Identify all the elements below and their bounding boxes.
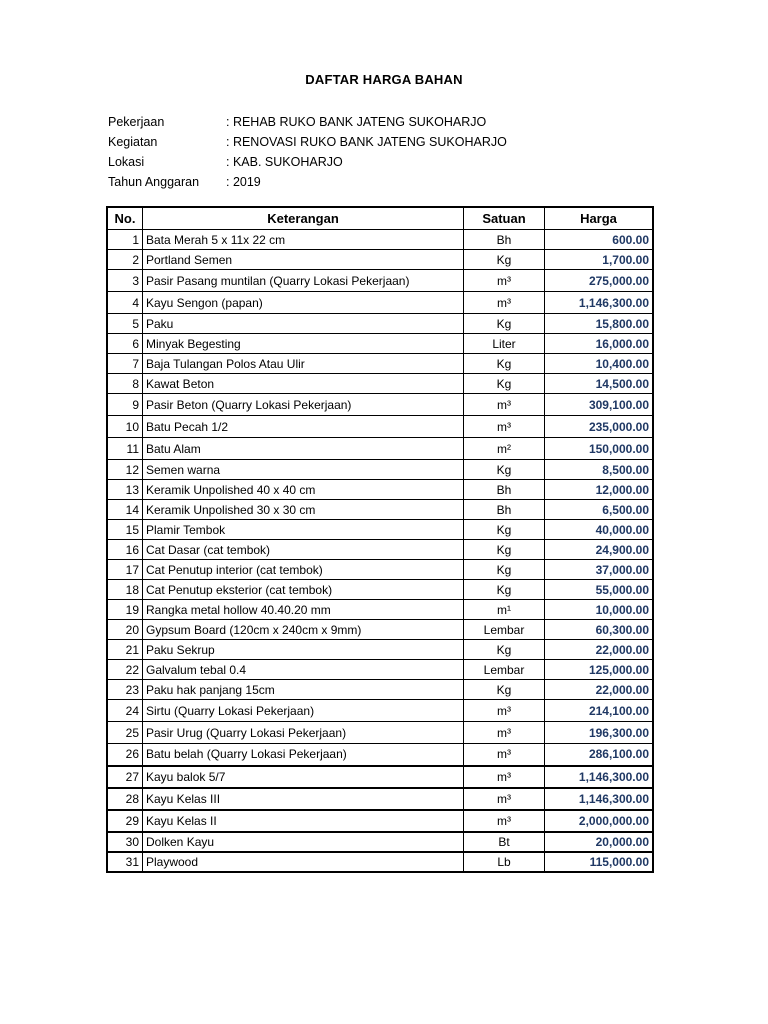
cell-satuan: m³ [464,788,545,810]
cell-satuan: m³ [464,744,545,766]
table-row [107,580,653,600]
table-row [107,640,653,660]
cell-satuan: Kg [464,374,545,394]
cell-satuan: Lb [464,852,545,872]
cell-no: 21 [107,640,143,660]
cell-no: 29 [107,810,143,832]
table-row [107,394,653,416]
cell-keterangan: Kayu Kelas II [143,810,464,832]
header-harga: Harga [545,207,654,230]
cell-satuan: m³ [464,722,545,744]
cell-keterangan: Pasir Beton (Quarry Lokasi Pekerjaan) [143,394,464,416]
table-row [107,700,653,722]
cell-satuan: m³ [464,394,545,416]
page-title: DAFTAR HARGA BAHAN [305,72,463,87]
cell-harga: 16,000.00 [545,334,654,354]
cell-no: 3 [107,270,143,292]
cell-harga: 115,000.00 [545,852,654,872]
cell-harga: 1,146,300.00 [545,766,654,788]
cell-satuan: Bh [464,480,545,500]
cell-satuan: Kg [464,640,545,660]
cell-keterangan: Plamir Tembok [143,520,464,540]
info-row-tahun-anggaran [108,172,507,192]
cell-keterangan: Cat Dasar (cat tembok) [143,540,464,560]
table-row [107,416,653,438]
cell-no: 13 [107,480,143,500]
table-row [107,766,653,788]
cell-harga: 214,100.00 [545,700,654,722]
cell-keterangan: Cat Penutup eksterior (cat tembok) [143,580,464,600]
cell-satuan: Kg [464,250,545,270]
cell-no: 15 [107,520,143,540]
cell-keterangan: Paku [143,314,464,334]
table-body [107,230,653,872]
cell-harga: 15,800.00 [545,314,654,334]
info-label: Tahun Anggaran [108,175,200,189]
table-row [107,460,653,480]
cell-no: 8 [107,374,143,394]
cell-harga: 309,100.00 [545,394,654,416]
cell-no: 26 [107,744,143,766]
cell-keterangan: Batu Pecah 1/2 [143,416,464,438]
table-header-row [107,207,653,230]
cell-harga: 60,300.00 [545,620,654,640]
cell-no: 11 [107,438,143,460]
table-row [107,852,653,872]
cell-no: 10 [107,416,143,438]
cell-satuan: m¹ [464,600,545,620]
cell-keterangan: Semen warna [143,460,464,480]
header-no: No. [107,207,143,230]
cell-harga: 275,000.00 [545,270,654,292]
cell-no: 5 [107,314,143,334]
cell-satuan: m³ [464,416,545,438]
cell-no: 18 [107,580,143,600]
cell-no: 19 [107,600,143,620]
table-row [107,250,653,270]
cell-satuan: Bt [464,832,545,852]
cell-satuan: m³ [464,810,545,832]
cell-no: 27 [107,766,143,788]
cell-harga: 37,000.00 [545,560,654,580]
cell-harga: 1,146,300.00 [545,292,654,314]
cell-no: 6 [107,334,143,354]
cell-keterangan: Paku hak panjang 15cm [143,680,464,700]
cell-keterangan: Bata Merah 5 x 11x 22 cm [143,230,464,250]
info-value: : KAB. SUKOHARJO [226,155,343,169]
cell-harga: 125,000.00 [545,660,654,680]
info-value: : RENOVASI RUKO BANK JATENG SUKOHARJO [226,135,507,149]
cell-keterangan: Gypsum Board (120cm x 240cm x 9mm) [143,620,464,640]
cell-harga: 40,000.00 [545,520,654,540]
cell-keterangan: Dolken Kayu [143,832,464,852]
cell-satuan: Kg [464,540,545,560]
cell-no: 16 [107,540,143,560]
cell-keterangan: Rangka metal hollow 40.40.20 mm [143,600,464,620]
table-row [107,520,653,540]
table-row [107,744,653,766]
cell-harga: 150,000.00 [545,438,654,460]
cell-satuan: Liter [464,334,545,354]
table-row [107,620,653,640]
cell-keterangan: Minyak Begesting [143,334,464,354]
cell-harga: 10,000.00 [545,600,654,620]
cell-harga: 55,000.00 [545,580,654,600]
table-row [107,292,653,314]
cell-harga: 20,000.00 [545,832,654,852]
cell-satuan: Lembar [464,620,545,640]
cell-keterangan: Kayu balok 5/7 [143,766,464,788]
cell-harga: 12,000.00 [545,480,654,500]
table-row [107,788,653,810]
table-row [107,230,653,250]
cell-harga: 6,500.00 [545,500,654,520]
cell-keterangan: Cat Penutup interior (cat tembok) [143,560,464,580]
table-row [107,438,653,460]
cell-keterangan: Keramik Unpolished 30 x 30 cm [143,500,464,520]
cell-keterangan: Keramik Unpolished 40 x 40 cm [143,480,464,500]
cell-satuan: m³ [464,292,545,314]
cell-keterangan: Playwood [143,852,464,872]
cell-keterangan: Pasir Pasang muntilan (Quarry Lokasi Pekerjaan) [143,270,464,292]
table-row [107,374,653,394]
cell-harga: 235,000.00 [545,416,654,438]
cell-harga: 8,500.00 [545,460,654,480]
info-row-lokasi [108,152,507,172]
cell-no: 25 [107,722,143,744]
info-label: Kegiatan [108,135,158,149]
cell-satuan: m³ [464,270,545,292]
cell-no: 1 [107,230,143,250]
cell-keterangan: Paku Sekrup [143,640,464,660]
cell-no: 30 [107,832,143,852]
table-row [107,832,653,852]
cell-satuan: Kg [464,354,545,374]
table-row [107,660,653,680]
cell-satuan: m² [464,438,545,460]
cell-keterangan: Batu belah (Quarry Lokasi Pekerjaan) [143,744,464,766]
table-row [107,314,653,334]
cell-keterangan: Galvalum tebal 0.4 [143,660,464,680]
info-row-kegiatan [108,132,507,152]
cell-no: 24 [107,700,143,722]
cell-no: 23 [107,680,143,700]
table-row [107,334,653,354]
cell-no: 12 [107,460,143,480]
cell-keterangan: Kawat Beton [143,374,464,394]
table-row [107,480,653,500]
cell-keterangan: Pasir Urug (Quarry Lokasi Pekerjaan) [143,722,464,744]
cell-no: 22 [107,660,143,680]
table-row [107,354,653,374]
cell-no: 14 [107,500,143,520]
cell-satuan: Lembar [464,660,545,680]
cell-keterangan: Portland Semen [143,250,464,270]
price-table [106,206,654,873]
cell-no: 9 [107,394,143,416]
cell-no: 2 [107,250,143,270]
cell-satuan: Kg [464,680,545,700]
cell-keterangan: Baja Tulangan Polos Atau Ulir [143,354,464,374]
cell-harga: 2,000,000.00 [545,810,654,832]
table-row [107,500,653,520]
cell-harga: 600.00 [545,230,654,250]
cell-keterangan: Kayu Sengon (papan) [143,292,464,314]
cell-satuan: m³ [464,766,545,788]
cell-harga: 14,500.00 [545,374,654,394]
info-row-pekerjaan [108,112,507,132]
table-row [107,680,653,700]
info-value: : 2019 [226,175,261,189]
cell-satuan: m³ [464,700,545,722]
project-info [108,112,507,192]
header-keterangan: Keterangan [143,207,464,230]
cell-harga: 24,900.00 [545,540,654,560]
table-row [107,270,653,292]
cell-harga: 22,000.00 [545,680,654,700]
cell-harga: 22,000.00 [545,640,654,660]
cell-keterangan: Kayu Kelas III [143,788,464,810]
cell-satuan: Bh [464,230,545,250]
table-row [107,600,653,620]
cell-satuan: Kg [464,560,545,580]
info-label: Lokasi [108,155,145,169]
table-row [107,560,653,580]
info-value: : REHAB RUKO BANK JATENG SUKOHARJO [226,115,487,129]
cell-no: 4 [107,292,143,314]
table-row [107,540,653,560]
info-label: Pekerjaan [108,115,165,129]
cell-satuan: Kg [464,580,545,600]
cell-no: 31 [107,852,143,872]
cell-harga: 1,146,300.00 [545,788,654,810]
table-row [107,722,653,744]
table-row [107,810,653,832]
cell-satuan: Kg [464,520,545,540]
header-satuan: Satuan [464,207,545,230]
cell-no: 28 [107,788,143,810]
cell-keterangan: Batu Alam [143,438,464,460]
cell-harga: 286,100.00 [545,744,654,766]
cell-satuan: Kg [464,314,545,334]
cell-keterangan: Sirtu (Quarry Lokasi Pekerjaan) [143,700,464,722]
cell-harga: 10,400.00 [545,354,654,374]
cell-no: 7 [107,354,143,374]
cell-satuan: Bh [464,500,545,520]
cell-no: 17 [107,560,143,580]
cell-harga: 1,700.00 [545,250,654,270]
cell-no: 20 [107,620,143,640]
cell-harga: 196,300.00 [545,722,654,744]
cell-satuan: Kg [464,460,545,480]
